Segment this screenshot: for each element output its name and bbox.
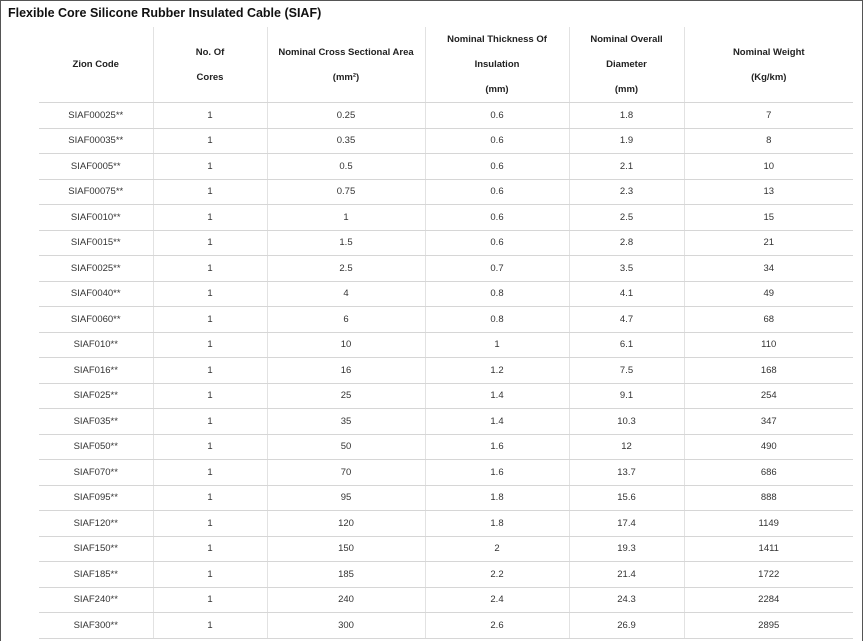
cell-cross-section: 1.5 [267,230,425,256]
header-label-line: (Kg/km) [751,71,787,83]
cell-cores: 1 [153,230,267,256]
cell-diameter: 21.4 [569,562,684,588]
cell-cores: 1 [153,307,267,333]
table-row [39,154,853,180]
table-row [39,281,853,307]
cell-zion-code: SIAF185** [39,562,153,588]
table-row [39,358,853,384]
cell-zion-code: SIAF300** [39,613,153,639]
cell-cross-section: 185 [267,562,425,588]
cell-diameter: 12 [569,434,684,460]
cell-insulation: 0.8 [425,307,569,333]
cell-cores: 1 [153,383,267,409]
cell-diameter: 3.5 [569,256,684,282]
cell-weight: 254 [684,383,853,409]
cell-insulation: 0.8 [425,281,569,307]
cell-cross-section: 95 [267,485,425,511]
cell-zion-code: SIAF095** [39,485,153,511]
table-row [39,103,853,129]
cell-weight: 68 [684,307,853,333]
header-overall-diameter [569,27,684,103]
table-row [39,332,853,358]
cell-zion-code: SIAF0060** [39,307,153,333]
cell-diameter: 1.9 [569,128,684,154]
cell-cores: 1 [153,256,267,282]
cell-cores: 1 [153,562,267,588]
cell-zion-code: SIAF070** [39,460,153,486]
cable-spec-table [39,27,853,639]
cell-cross-section: 4 [267,281,425,307]
cell-cores: 1 [153,434,267,460]
cell-insulation: 1.4 [425,409,569,435]
table-row [39,587,853,613]
cell-diameter: 4.7 [569,307,684,333]
cell-cores: 1 [153,460,267,486]
cell-insulation: 2.6 [425,613,569,639]
cell-cores: 1 [153,154,267,180]
cell-zion-code: SIAF240** [39,587,153,613]
cell-cross-section: 150 [267,536,425,562]
cell-weight: 686 [684,460,853,486]
cell-cores: 1 [153,536,267,562]
cell-insulation: 1.4 [425,383,569,409]
cell-cores: 1 [153,332,267,358]
cell-insulation: 2.2 [425,562,569,588]
cell-cores: 1 [153,205,267,231]
cell-insulation: 0.7 [425,256,569,282]
header-insulation-thickness [425,27,569,103]
cell-cross-section: 50 [267,434,425,460]
header-cross-sectional-area [267,27,425,103]
table-row [39,230,853,256]
cell-cores: 1 [153,103,267,129]
cell-weight: 1411 [684,536,853,562]
table-row [39,460,853,486]
cell-diameter: 19.3 [569,536,684,562]
cell-weight: 1149 [684,511,853,537]
cell-cross-section: 0.35 [267,128,425,154]
cell-cross-section: 240 [267,587,425,613]
cell-cross-section: 0.25 [267,103,425,129]
cell-zion-code: SIAF0010** [39,205,153,231]
cell-cores: 1 [153,128,267,154]
cell-weight: 21 [684,230,853,256]
cell-insulation: 1.2 [425,358,569,384]
cell-diameter: 2.1 [569,154,684,180]
cell-zion-code: SIAF025** [39,383,153,409]
cell-insulation: 0.6 [425,205,569,231]
table-row [39,307,853,333]
cell-cross-section: 6 [267,307,425,333]
cell-insulation: 2.4 [425,587,569,613]
cell-diameter: 10.3 [569,409,684,435]
table-row [39,613,853,639]
header-label-line: Insulation [474,59,520,70]
header-zion-code [39,27,153,103]
cell-diameter: 1.8 [569,103,684,129]
cell-zion-code: SIAF010** [39,332,153,358]
cell-zion-code: SIAF00035** [39,128,153,154]
header-nominal-weight [684,27,853,103]
cell-insulation: 0.6 [425,154,569,180]
table-row [39,179,853,205]
cell-insulation: 1.6 [425,460,569,486]
cell-diameter: 24.3 [569,587,684,613]
cell-zion-code: SIAF00025** [39,103,153,129]
cell-insulation: 0.6 [425,230,569,256]
cell-weight: 15 [684,205,853,231]
header-label-line: Zion Code [72,59,119,70]
cell-cross-section: 10 [267,332,425,358]
cell-diameter: 2.5 [569,205,684,231]
cell-insulation: 0.6 [425,128,569,154]
table-row [39,511,853,537]
cell-cross-section: 16 [267,358,425,384]
cell-cross-section: 120 [267,511,425,537]
cell-insulation: 1.6 [425,434,569,460]
cell-insulation: 1.8 [425,485,569,511]
header-label-line: Nominal Cross Sectional Area [278,46,414,58]
cell-zion-code: SIAF150** [39,536,153,562]
cell-insulation: 0.6 [425,103,569,129]
table-row [39,128,853,154]
cell-cross-section: 1 [267,205,425,231]
cell-cores: 1 [153,409,267,435]
header-label-line: Nominal Weight [732,46,805,58]
cell-weight: 1722 [684,562,853,588]
cell-cross-section: 70 [267,460,425,486]
cell-cores: 1 [153,587,267,613]
table-header-row [39,27,853,103]
cell-weight: 34 [684,256,853,282]
header-label-line: Cores [196,71,224,83]
cell-weight: 490 [684,434,853,460]
cell-weight: 2895 [684,613,853,639]
table-row [39,434,853,460]
cell-cross-section: 0.75 [267,179,425,205]
table-row [39,205,853,231]
cell-zion-code: SIAF0005** [39,154,153,180]
table-row [39,485,853,511]
cell-cores: 1 [153,511,267,537]
header-label-line: No. Of [195,46,225,58]
page-title: Flexible Core Silicone Rubber Insulated Cable (SIAF) [8,6,322,20]
header-label-line: (mm) [485,84,509,95]
cell-weight: 168 [684,358,853,384]
cell-weight: 10 [684,154,853,180]
cell-zion-code: SIAF0015** [39,230,153,256]
cell-zion-code: SIAF0040** [39,281,153,307]
cell-zion-code: SIAF0025** [39,256,153,282]
cell-diameter: 7.5 [569,358,684,384]
cell-diameter: 15.6 [569,485,684,511]
cell-insulation: 2 [425,536,569,562]
header-label-line: Diameter [606,59,647,70]
cell-weight: 8 [684,128,853,154]
cell-weight: 49 [684,281,853,307]
cell-zion-code: SIAF050** [39,434,153,460]
cell-cross-section: 25 [267,383,425,409]
header-no-of-cores [153,27,267,103]
cell-weight: 13 [684,179,853,205]
cell-diameter: 2.3 [569,179,684,205]
table-row [39,536,853,562]
table-row [39,409,853,435]
header-label-line: Nominal Thickness Of [447,34,547,45]
cell-diameter: 2.8 [569,230,684,256]
cell-cross-section: 2.5 [267,256,425,282]
table-row [39,562,853,588]
cell-weight: 7 [684,103,853,129]
cell-cores: 1 [153,179,267,205]
cell-weight: 888 [684,485,853,511]
cell-zion-code: SIAF035** [39,409,153,435]
cell-weight: 347 [684,409,853,435]
cell-zion-code: SIAF016** [39,358,153,384]
cell-cores: 1 [153,485,267,511]
header-label-line: (mm²) [332,71,360,83]
header-label-line: Nominal Overall [590,34,663,45]
cell-insulation: 0.6 [425,179,569,205]
cell-diameter: 9.1 [569,383,684,409]
cell-diameter: 17.4 [569,511,684,537]
table-row [39,383,853,409]
cell-diameter: 4.1 [569,281,684,307]
cell-diameter: 26.9 [569,613,684,639]
cell-insulation: 1.8 [425,511,569,537]
cell-cores: 1 [153,613,267,639]
cell-diameter: 13.7 [569,460,684,486]
cell-zion-code: SIAF00075** [39,179,153,205]
cell-weight: 110 [684,332,853,358]
cell-weight: 2284 [684,587,853,613]
cell-cross-section: 35 [267,409,425,435]
cell-cross-section: 300 [267,613,425,639]
cell-cores: 1 [153,358,267,384]
cell-diameter: 6.1 [569,332,684,358]
table-row [39,256,853,282]
cell-cores: 1 [153,281,267,307]
cell-zion-code: SIAF120** [39,511,153,537]
header-label-line: (mm) [614,84,639,95]
cell-insulation: 1 [425,332,569,358]
cell-cross-section: 0.5 [267,154,425,180]
